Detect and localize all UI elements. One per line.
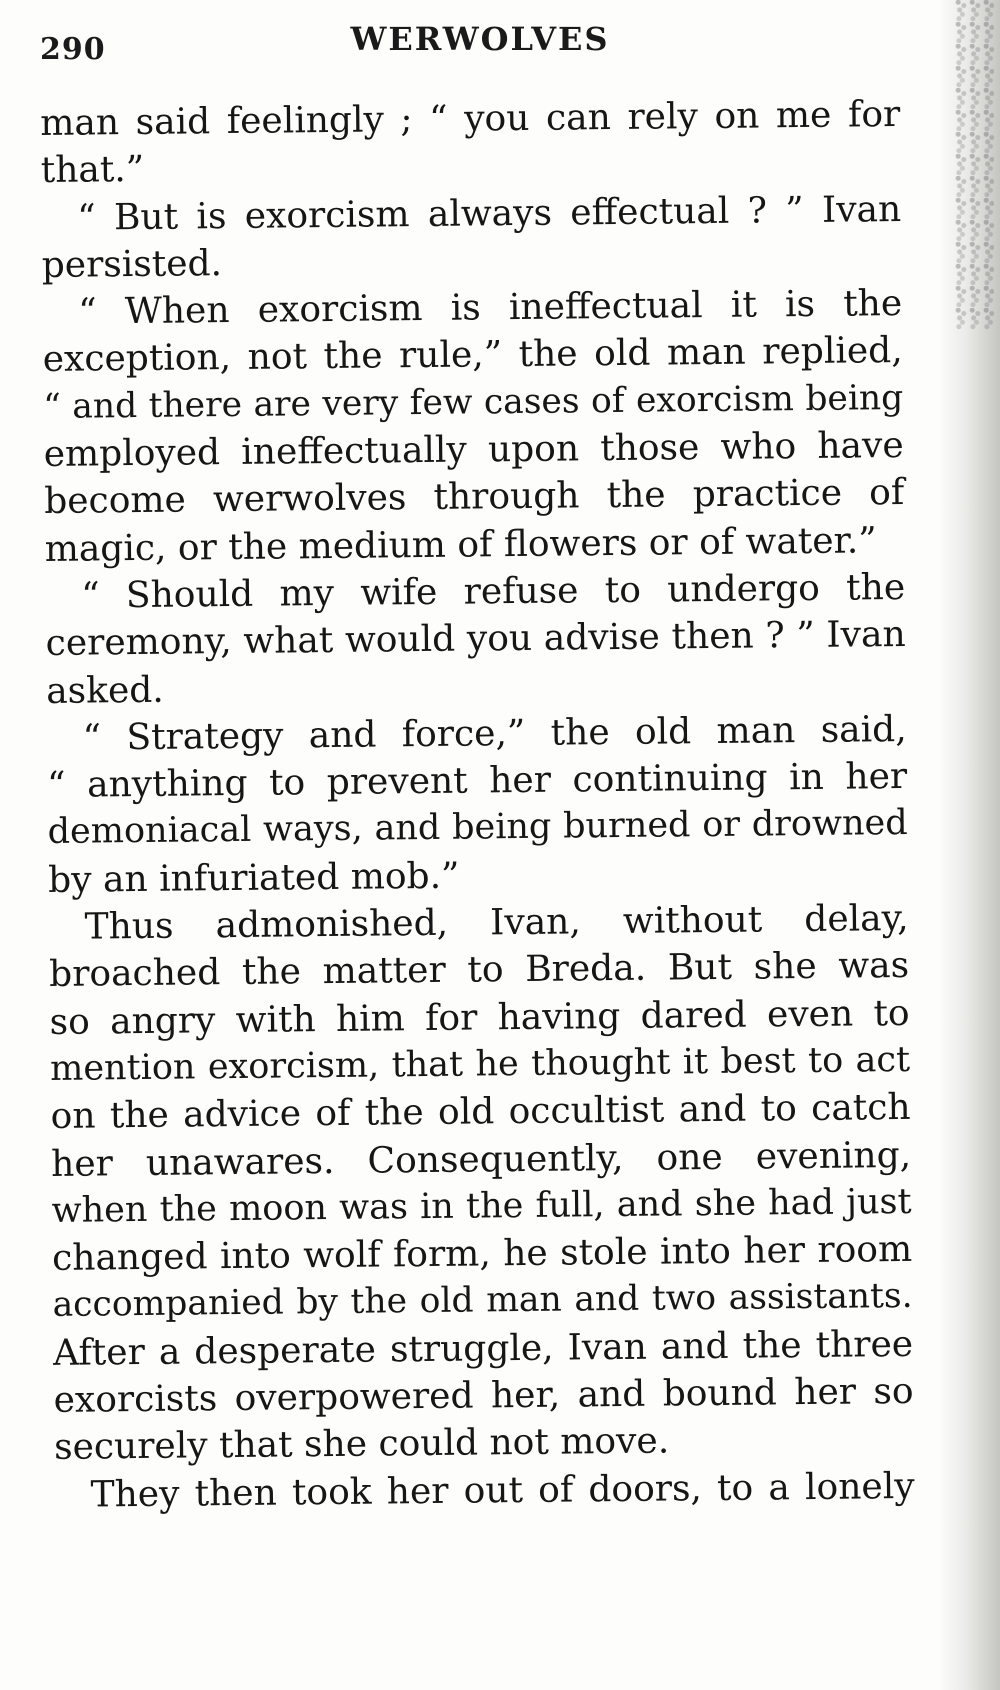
text-line: asked. [45,669,164,712]
text-line: After a desperate struggle, Ivan and the three [52,1323,914,1374]
text-line: employed ineffectually upon those who have [43,425,904,476]
text-line: “ anything to prevent her continuing in her [46,756,908,807]
text-line: when the moon was in the full, and she had just [51,1181,912,1231]
text-line: “ Should my wife refuse to undergo the [80,566,906,617]
text-line: demoniacal ways, and being burned or drowned [47,803,908,853]
body-text [40,91,915,1519]
text-line: “ When exorcism is ineffectual it is the [78,283,903,333]
text-line: They then took her out of doors, to a lonely [90,1465,915,1516]
text-line: magic, or the medium of flowers or of water.” [44,519,877,570]
text-line: changed into wolf form, he stole into her room [51,1229,913,1280]
text-line: become werwolves through the practice of [43,472,905,523]
text-line: her unawares. Consequently, one evening, [50,1134,912,1185]
page-header [40,18,920,78]
text-line: broached the matter to Breda. But she was [48,945,910,996]
text-line: Thus admonished, Ivan, without delay, [84,897,909,948]
text-line: ceremony, what would you advise then ? ” Ivan [45,614,906,665]
running-title: WERWOLVES [350,20,610,58]
text-line: mention exorcism, that he thought it best to act [49,1039,911,1089]
text-line: man said feelingly ; “ you can rely on me for [40,93,901,144]
text-line: accompanied by the old man and two assistants. [52,1276,913,1326]
text-line: so angry with him for having dared even to [49,992,910,1043]
text-line: that.” [40,149,145,192]
text-line: exception, not the rule,” the old man replied, [42,330,903,381]
text-line: on the advice of the old occultist and to catch [50,1087,911,1138]
text-line: securely that she could not move. [53,1420,670,1469]
text-line: “ But is exorcism always effectual ? ” Ivan [77,188,902,239]
text-line: persisted. [41,242,223,286]
text-line: “ and there are very few cases of exorcism being [43,377,904,427]
page-number: 290 [40,32,106,67]
text-line: exorcists overpowered her, and bound her so [53,1370,914,1421]
page-edge-speckle [954,0,994,330]
text-line: “ Strategy and force,” the old man said, [82,708,907,759]
text-line: by an infuriated mob.” [47,855,460,901]
